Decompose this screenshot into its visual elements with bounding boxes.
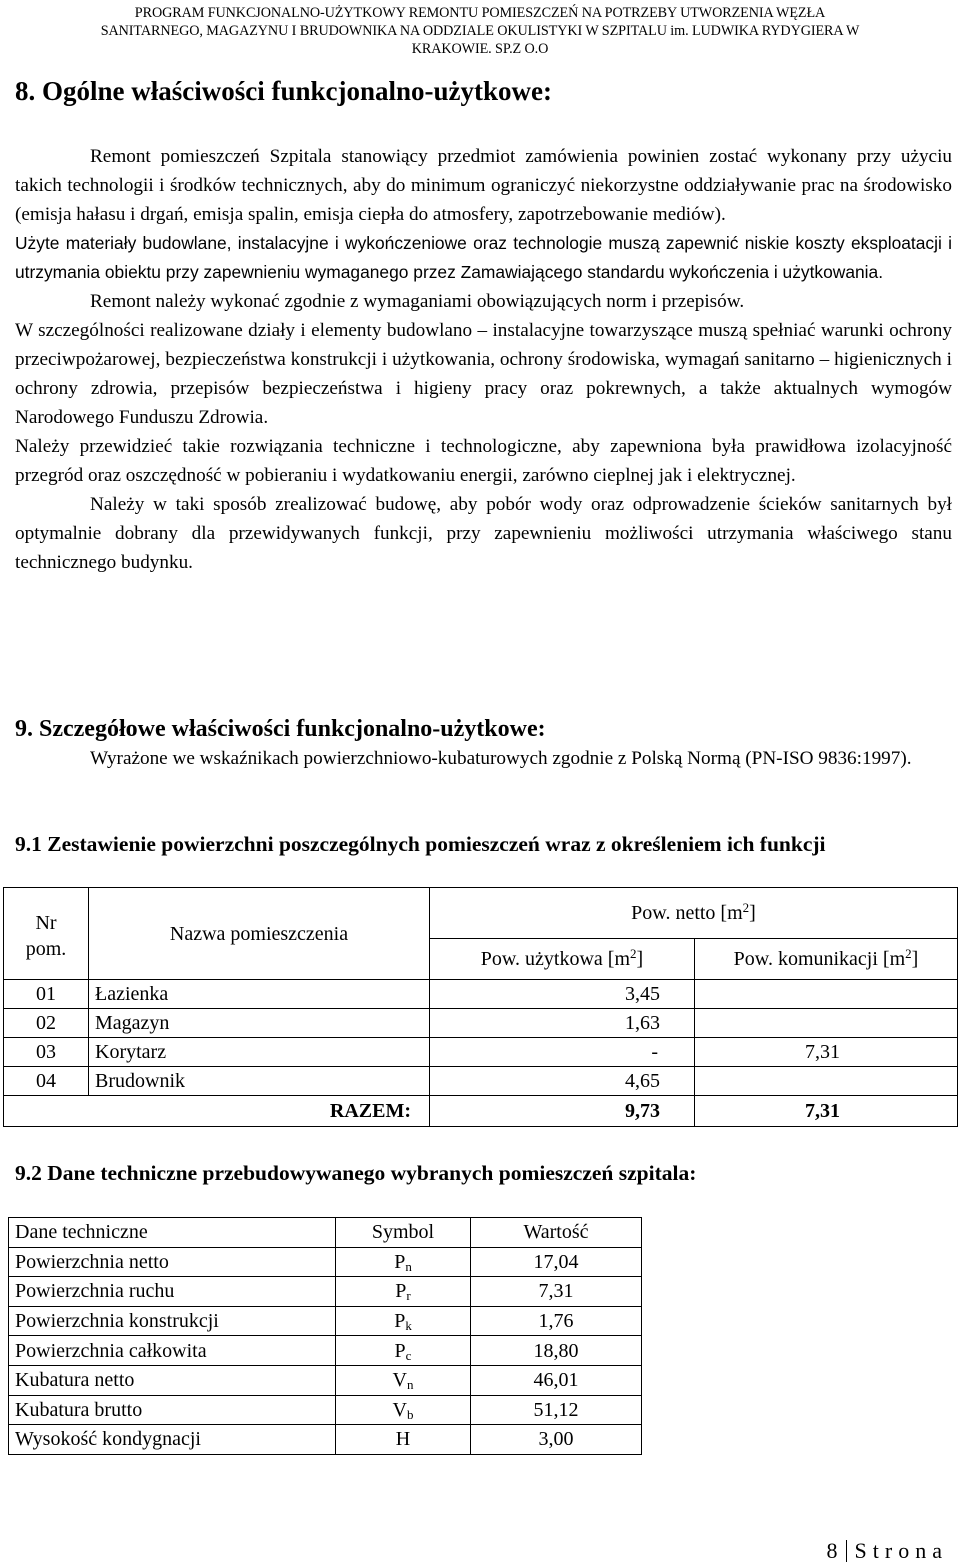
superscript-2: 2 [742, 900, 750, 915]
header-nr [4, 888, 89, 980]
section-9-title-text: Szczegółowe właściwości funkcjonalno-użytkowe: [39, 716, 546, 742]
total-usable: 9,73 [430, 1096, 695, 1127]
header-nr-line2: pom. [25, 937, 67, 960]
symbol-subscript: b [406, 1406, 414, 1422]
section-8-title: 8. Ogólne właściwości funkcjonalno-użytkowe: [15, 76, 553, 106]
cell-name: Brudownik [89, 1067, 430, 1096]
cell-communication [695, 1009, 958, 1038]
cell-value: 46,01 [471, 1365, 642, 1395]
superscript-2: 2 [905, 946, 912, 961]
header-technical-data: Dane techniczne [9, 1218, 336, 1248]
symbol-letter: H [395, 1428, 411, 1451]
cell-nr: 02 [4, 1009, 89, 1038]
technical-data-table [8, 1217, 642, 1455]
cell-communication [695, 1067, 958, 1096]
table-row [4, 980, 958, 1009]
cell-value: 51,12 [471, 1395, 642, 1425]
cell-data-name: Kubatura brutto [9, 1395, 336, 1425]
total-communication: 7,31 [695, 1096, 958, 1127]
cell-symbol [336, 1306, 471, 1336]
paragraph-2: Użyte materiały budowlane, instalacyjne i wykończeniowe oraz technologie muszą zapewnić niskie koszty eksploatacji i utrzymania obiektu przy zapewnieniu wymaganego przez Zamawiającego standardu wykończenia i użytkowania. [15, 233, 952, 282]
section-9-intro-block [15, 744, 952, 773]
symbol-letter: P [395, 1280, 407, 1303]
page-number: 8 [826, 1538, 838, 1563]
symbol-subscript: n [406, 1377, 414, 1393]
table-row [9, 1336, 642, 1366]
header-net-area-label: Pow. netto [m [631, 902, 743, 924]
header-line-3: KRAKOWIE. SP.Z O.O [411, 41, 549, 57]
cell-communication [695, 980, 958, 1009]
cell-value: 3,00 [471, 1425, 642, 1455]
header-communication-area-end: ] [911, 948, 919, 970]
cell-name: Magazyn [89, 1009, 430, 1038]
header-net-area [430, 888, 958, 939]
table-row [4, 1067, 958, 1096]
cell-symbol [336, 1277, 471, 1307]
paragraph-3: Remont należy wykonać zgodnie z wymaganiami obowiązujących norm i przepisów. [90, 291, 745, 312]
table-row [9, 1425, 642, 1455]
paragraph-4: W szczególności realizowane działy i elementy budowlano – instalacyjne towarzyszące muszą spełniać warunki ochrony przeciwpożarowej, bezpieczeństwa konstrukcji i użytkowania, ochrony środowiska, wymagań sanitarno – higienicznych i ochrony zdrowia, przepisów bezpieczeństwa i higieny pracy oraz pokrewnych, a także aktualnych wymogów Narodowego Funduszu Zdrowia. [15, 320, 952, 428]
symbol-subscript: k [405, 1318, 412, 1334]
symbol-letter: V [392, 1398, 407, 1421]
paragraph-1: Remont pomieszczeń Szpitala stanowiący przedmiot zamówienia powinien zostać wykonany przy użyciu takich technologii i środków technicznych, aby do minimum ograniczyć niekorzystne oddziaływanie prac na środowisko (emisja hałasu i drgań, emisja spalin, emisja ciepła do atmosfery, zapotrzebowanie mediów). [15, 146, 952, 225]
table-row [4, 1009, 958, 1038]
cell-data-name: Wysokość kondygnacji [9, 1425, 336, 1455]
cell-name: Łazienka [89, 980, 430, 1009]
symbol-letter: P [394, 1310, 406, 1333]
section-9-1-title: 9.1 Zestawienie powierzchni poszczególnych pomieszczeń wraz z określeniem ich funkcji [15, 832, 826, 856]
cell-data-name: Kubatura netto [9, 1365, 336, 1395]
header-net-area-end: ] [749, 902, 756, 924]
cell-data-name: Powierzchnia ruchu [9, 1277, 336, 1307]
section-9-2-title: 9.2 Dane techniczne przebudowywanego wybranych pomieszczeń szpitala: [15, 1161, 697, 1185]
cell-data-name: Powierzchnia netto [9, 1247, 336, 1277]
header-communication-area [695, 939, 958, 980]
header-line-1: PROGRAM FUNKCJONALNO-UŻYTKOWY REMONTU POMIESZCZEŃ NA POTRZEBY UTWORZENIA WĘZŁA [134, 5, 826, 21]
symbol-letter: P [394, 1339, 406, 1362]
table-header-row [4, 888, 958, 939]
page-word: Strona [854, 1538, 948, 1563]
rooms-area-table [3, 887, 958, 1127]
symbol-letter: V [392, 1369, 407, 1392]
cell-nr: 04 [4, 1067, 89, 1096]
cell-value: 7,31 [471, 1277, 642, 1307]
header-nr-line1: Nr [35, 911, 57, 934]
table-row [4, 1038, 958, 1067]
section-9-intro: Wyrażone we wskaźnikach powierzchniowo-kubaturowych zgodnie z Polską Normą (PN-ISO 9836:1997). [90, 748, 912, 769]
cell-nr: 03 [4, 1038, 89, 1067]
symbol-subscript: c [405, 1347, 412, 1363]
table-row [9, 1306, 642, 1336]
cell-symbol [336, 1425, 471, 1455]
cell-symbol [336, 1336, 471, 1366]
header-room-name: Nazwa pomieszczenia [89, 888, 430, 980]
paragraph-5: Należy przewidzieć takie rozwiązania techniczne i technologiczne, aby zapewniona była prawidłowa izolacyjność przegród oraz oszczędność w pobieraniu i wydatkowaniu energii, zarówno cieplnej jak i elektrycznej. [15, 436, 952, 486]
paragraph-6: Należy w taki sposób zrealizować budowę, aby pobór wody oraz odprowadzenie ścieków sanitarnych był optymalnie dobrany dla przewidywanych funkcji, przy zapewnieniu możliwości utrzymania właściwego stanu technicznego budynku. [15, 494, 952, 573]
section-8-body [15, 142, 952, 577]
symbol-letter: P [394, 1250, 406, 1273]
cell-usable: - [430, 1038, 695, 1067]
cell-usable: 1,63 [430, 1009, 695, 1038]
header-usable-area-end: ] [636, 948, 644, 970]
symbol-subscript: n [405, 1258, 412, 1274]
symbol-subscript: r [406, 1288, 411, 1304]
cell-value: 17,04 [471, 1247, 642, 1277]
table-total-row [4, 1096, 958, 1127]
section-9-title [15, 716, 546, 743]
document-header [0, 4, 960, 58]
footer-divider [846, 1540, 847, 1562]
table-row [9, 1365, 642, 1395]
superscript-2: 2 [630, 946, 637, 961]
cell-value: 1,76 [471, 1306, 642, 1336]
table-row [9, 1247, 642, 1277]
header-usable-area [430, 939, 695, 980]
header-value: Wartość [471, 1218, 642, 1248]
cell-symbol [336, 1395, 471, 1425]
cell-nr: 01 [4, 980, 89, 1009]
cell-value: 18,80 [471, 1336, 642, 1366]
table-row [9, 1395, 642, 1425]
cell-symbol [336, 1247, 471, 1277]
total-label: RAZEM: [4, 1096, 430, 1127]
cell-symbol [336, 1365, 471, 1395]
header-line-2: SANITARNEGO, MAGAZYNU I BRUDOWNIKA NA ODDZIALE OKULISTYKI W SZPITALU im. LUDWIKA RYDYGIERA W [100, 23, 860, 39]
table-header-row [9, 1218, 642, 1248]
cell-data-name: Powierzchnia konstrukcji [9, 1306, 336, 1336]
cell-usable: 3,45 [430, 980, 695, 1009]
section-9-number: 9. [15, 716, 33, 742]
cell-usable: 4,65 [430, 1067, 695, 1096]
cell-data-name: Powierzchnia całkowita [9, 1336, 336, 1366]
page-footer [827, 1538, 948, 1564]
header-symbol: Symbol [336, 1218, 471, 1248]
header-usable-area-label: Pow. użytkowa [m [480, 948, 631, 970]
cell-name: Korytarz [89, 1038, 430, 1067]
cell-communication: 7,31 [695, 1038, 958, 1067]
header-communication-area-label: Pow. komunikacji [m [733, 948, 906, 970]
table-row [9, 1277, 642, 1307]
